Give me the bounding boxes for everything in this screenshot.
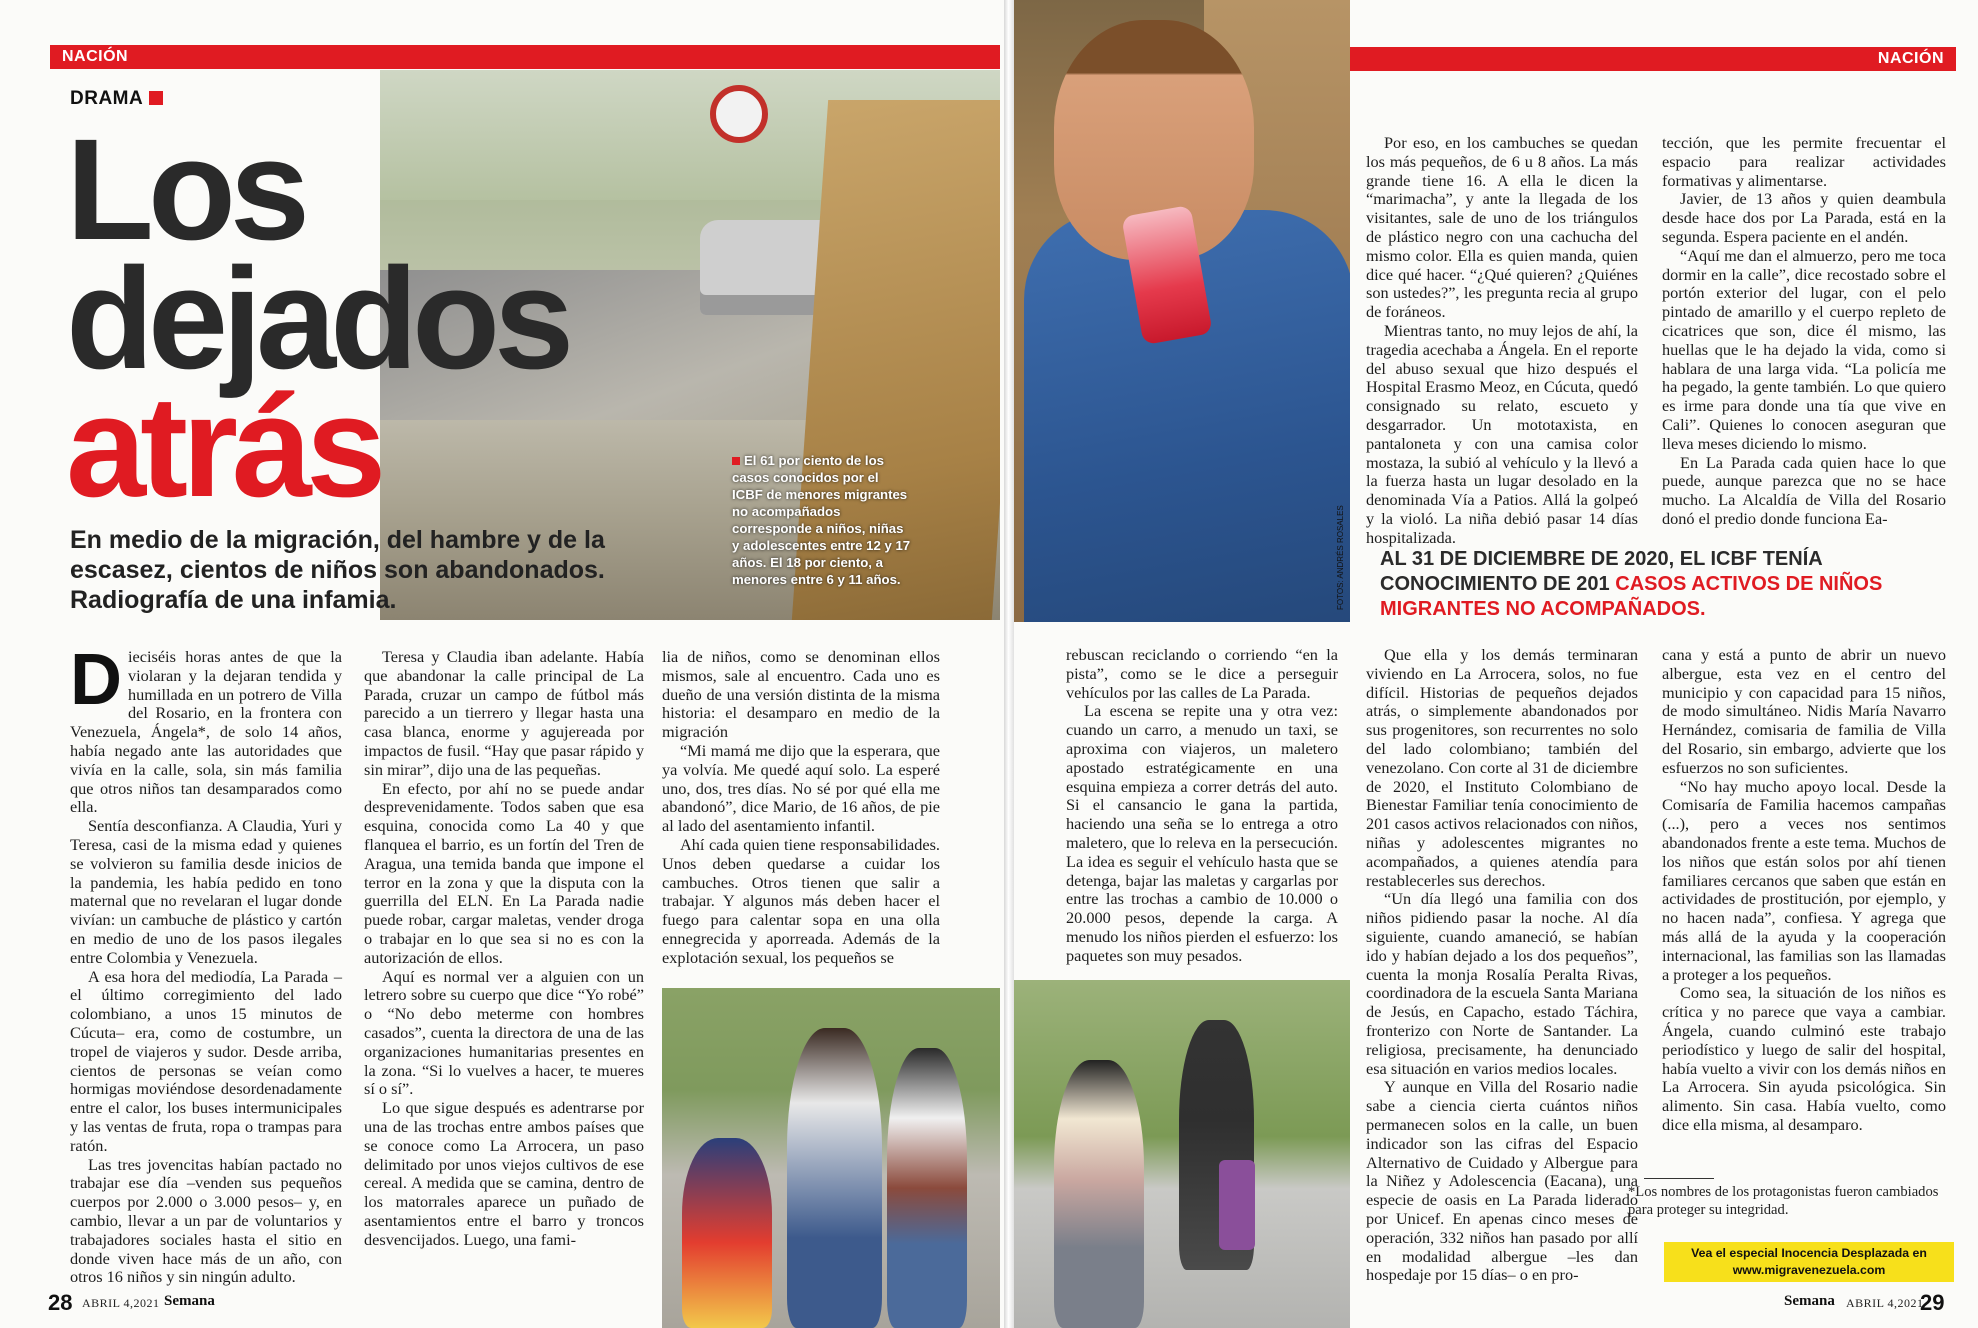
promo-box[interactable]	[1664, 1242, 1954, 1282]
photo-credit: FOTOS: ANDRÉS ROSALES	[1336, 505, 1345, 610]
issue-date: ABRIL 4,2021	[1846, 1296, 1924, 1310]
paragraph	[70, 640, 342, 817]
paragraph: Mientras tanto, no muy lejos de ahí, la tragedia acechaba a Ángela. En el reporte del abuso sexual que hizo después el Hospital Erasmo Meoz, en Cúcuta, quedó consignado su relato, escueto y desgarrador. Un mototaxista, en pantaloneta y con una camisa color mostaza, la subió al vehículo y la llevó a la fuerza hasta un lugar desolado en la denominada Vía a Patios. Allá la golpeó y la violó. La niña debió pasar 14 días hospitalizada.	[1366, 320, 1638, 547]
paragraph-text: ieciséis horas antes de que la violaran y la dejaran tendida y humillada en un potrero de Villa del Rosario, en la frontera con Venezuela, Ángela*, de solo 14 años, había negado ante las autoridades que vivía en la calle, sola, sin más familia que otros niños tan desamparados como ella.	[70, 647, 342, 817]
promo-text: Vea el especial Inocencia Desplazada en	[1691, 1246, 1927, 1260]
footnote-rule	[1644, 1178, 1714, 1179]
paragraph: Las tres jovencitas habían pactado no trabajar ese día –venden sus pequeños cuerpos por 2.000 o 3.000 pesos– y, en cambio, llevar a un par de voluntarios y trabajadores sociales hasta el sitio en donde viven hace más de un año, con otros 16 niños y sin ningún adulto.	[70, 1154, 342, 1287]
issue-date: ABRIL 4,2021	[82, 1296, 160, 1310]
dropcap: D	[70, 640, 122, 720]
magazine-name: Semana	[1784, 1293, 1835, 1309]
article-column-8	[1662, 646, 1946, 1135]
paragraph: Por eso, en los cambuches se quedan los más pequeños, de 6 u 8 años. La más grande tiene 16. A ella le dicen la “marimacha”, y ante la llegada de los visitantes, sale de uno de los triángulos de plástico negro con una cachucha del mismo color. Ella es quien manda, quien dice qué hacer. “¿Qué quieren? ¿Quiénes son ustedes?”, les pregunta recia al grupo de foráneos.	[1366, 133, 1638, 322]
headline-line-2: dejados	[66, 238, 569, 399]
paragraph: La escena se repite una y otra vez: cuando un carro, a menudo un taxi, se aproxima con viajeros, un maletero apostado estratégicamente en una esquina empieza a correr detrás del auto. Si el cansancio le gana la partida, haciendo una seña se lo entrega a otro maletero, que lo releva en la persecución. La idea es seguir el vehículo hasta que se detenga, bajar las maletas y cargarlas por entre las trochas a cambio de 10.000 o 20.000 pesos, depende la carga. A menudo los niños pierden el esfuerzo: los paquetes son muy pesados.	[1066, 701, 1338, 965]
kicker-square-icon	[149, 91, 163, 105]
headline-line-1: Los	[66, 109, 305, 270]
paragraph: Sentía desconfianza. A Claudia, Yuri y Teresa, casi de la misma edad y quienes se volvieron su familia desde inicios de la pandemia, les había pedido en tono maternal que no revelaran el lugar donde vivían: un cambuche de plástico y cartón en medio de uno de los pasos ilegales entre Colombia y Venezuela.	[70, 816, 342, 967]
photo-suitcase	[1219, 1160, 1255, 1250]
article-column-7	[1366, 646, 1638, 1285]
paragraph: rebuscan reciclando o corriendo “en la pista”, como se le dice a perseguir vehículos por las calles de La Parada.	[1066, 645, 1338, 702]
section-label: NACIÓN	[50, 45, 1000, 69]
road-sign	[710, 85, 768, 143]
paragraph: Teresa y Claudia iban adelante. Había que abandonar la calle principal de La Parada, cruzar un campo de fútbol más parecido a un tierrero y llegar hasta una casa blanca, enorme y agujereada por impactos de fusil. “Hay que pasar rápido y sin mirar”, dijo una de las pequeñas.	[364, 647, 644, 779]
article-column-2	[364, 648, 644, 1250]
caption-square-icon	[732, 457, 740, 465]
photo-traveler	[1054, 1060, 1144, 1328]
photo-girl	[887, 1048, 967, 1328]
spine-gutter	[1004, 0, 1014, 1328]
pull-quote-text: AL 31 DE DICIEMBRE DE 2020, EL ICBF TENÍA CONOCIMIENTO DE 201	[1380, 548, 1822, 595]
article-column-5	[1662, 134, 1946, 529]
paragraph: En efecto, por ahí no se puede andar desprevenidamente. Todos saben que esa esquina, conocida como La 40 y que flanquea el barrio, es un fortín del Tren de Aragua, una temida banda que impone el terror en la zona y que la disputa con la guerrilla del ELN. En La Parada nadie puede robar, cargar maletas, vender droga o trabajar en lo que sea si no es con la autorización de ellos.	[364, 778, 644, 967]
deck: En medio de la migración, del hambre y de la escasez, cientos de niños son abandonados. Radiografía de una infamia.	[70, 526, 605, 614]
paragraph: Ahí cada quien tiene responsabilidades. Unos deben quedarse a cuidar los cambuches. Otros tienen que salir a trabajar. Y algunos más deben hacer el fuego para calentar sopa en una olla ennegrecida y aporreada. Además de la explotación sexual, los pequeños se	[662, 834, 940, 967]
paragraph: Como sea, la situación de los niños es crítica y no parece que vaya a cambiar. Ángela, cuando culminó este trabajo periodístico y luego de salir del hospital, había vuelto a vivir con los demás niños en La Arrocera. Sin ayuda psicológica. Sin alimento. Sin casa. Había vuelto, como dice ella misma, al desamparo.	[1662, 983, 1946, 1134]
paragraph: “Un día llegó una familia con dos niños pidiendo pasar la noche. Al día siguiente, cuando amaneció, se habían ido y habían dejado a los dos pequeños”, cuenta la monja Rosalía Peralta Rivas, coordinadora de la escuela Santa Mariana de Jesús, en Capacho, estado Táchira, fronterizo con Norte de Santander. La religiosa, precisamente, ha denunciado esa situación en varios medios locales.	[1366, 889, 1638, 1078]
section-label: NACIÓN	[1350, 47, 1956, 71]
caption-text: El 61 por ciento de los casos conocidos por el ICBF de menores migrantes no acompañados corresponde a niños, niñas y adolescentes entre 12 y 17 años. El 18 por ciento, a menores entre 6 y 11 años.	[732, 453, 911, 587]
article-column-3	[662, 648, 940, 968]
paragraph: En La Parada cada quien hace lo que puede, aunque parezca que no se hace mucho. La Alcaldía de Villa del Rosario donó el predio donde funciona Ea-	[1662, 452, 1946, 528]
paragraph: Lo que sigue después es adentrarse por una de las trochas entre ambos países que se conoce como La Arrocera, un paso delimitado por unos viejos cultivos de ese cereal. A medida que se camina, dentro de los matorrales aparece un puñado de asentamientos entre el barro y troncos desvencijados. Luego, una fami-	[364, 1098, 644, 1249]
kicker	[70, 88, 163, 110]
children-walking-photo	[662, 988, 1000, 1328]
article-column-6	[1066, 646, 1338, 966]
paragraph: Javier, de 13 años y quien deambula desde hace dos por La Parada, está en la segunda. Espera paciente en el andén.	[1662, 189, 1946, 246]
paragraph: “Aquí me dan el almuerzo, pero me toca dormir en la calle”, dice recostado sobre el portón exterior del lugar, con el pelo pintado de amarillo y el cuerpo repleto de cicatrices que son, dice él mismo, las huellas que le ha dejado la vida, como si hablara de una larga vida. “La policía me ha pegado, la gente también. Lo que quiero es irme para donde una tía que vive en Cali”. Quienes lo conocen aseguran que lleva meses diciendo lo mismo.	[1662, 245, 1946, 453]
paragraph: Aquí es normal ver a alguien con un letrero sobre su cuerpo que dice “Yo robé” o “No debo meterme con hombres casados”, cuenta la directora de una de las organizaciones humanitarias presentes en la zona. “Si lo vuelves a hacer, te mueres sí o sí”.	[364, 966, 644, 1099]
headline-line-3: atrás	[66, 366, 381, 527]
article-column-1	[70, 640, 342, 1287]
paragraph: “Mi mamá me dijo que la esperara, que ya volvía. Me quedé aquí solo. La esperé uno, dos, tres días. No sé por qué ella me abandonó”, dice Mario, de 16 años, de pie al lado del asentamiento infantil.	[662, 740, 940, 836]
photo-caption	[732, 452, 912, 588]
paragraph: Y aunque en Villa del Rosario nadie sabe a ciencia cierta cuántos niños permanecen solos en la calle, un buen indicador son las cifras del Espacio Alternativo de Cuidado y Albergue para la Niñez y Adolescencia (Eacana), una especie de oasis en La Parada liderado por Unicef. En apenas cinco meses de operación, 332 niños han pasado por allí en modalidad albergue –les dan hospedaje por 15 días– o en pro-	[1366, 1077, 1638, 1285]
article-column-4	[1366, 134, 1638, 548]
road-travelers-photo	[1014, 980, 1350, 1328]
page-number: 28	[48, 1290, 73, 1315]
photo-child	[682, 1138, 772, 1328]
photo-girl	[787, 1028, 882, 1328]
promo-link[interactable]: www.migravenezuela.com	[1732, 1263, 1886, 1277]
kicker-text: DRAMA	[70, 88, 144, 109]
paragraph: tección, que les permite frecuentar el espacio para realizar actividades formativas y alimentarse.	[1662, 133, 1946, 190]
boy-drinking-photo	[1014, 0, 1350, 622]
paragraph: lia de niños, como se denominan ellos mismos, sale al encuentro. Cada uno es dueño de una versión distinta de la misma historia: el desamparo en medio de la migración	[662, 647, 940, 742]
paragraph: Que ella y los demás terminaran viviendo en La Arrocera, solos, no fue difícil. Historias de pequeños dejados atrás, o simplemente abandonados por sus progenitores, son recurrentes no solo del lado colombiano; también del venezolano. Con corte al 31 de diciembre de 2020, el Instituto Colombiano de Bienestar Familiar tenía conocimiento de 201 casos activos relacionados con niños, niñas y adolescentes migrantes no acompañados, a quienes atendía para restablecerles sus derechos.	[1366, 645, 1638, 890]
paragraph: cana y está a punto de abrir un nuevo albergue, esta vez en el centro del municipio y con capacidad para 15 niños, de modo simultáneo. Nidis María Navarro Hernández, comisaria de familia de Villa del Rosario, sin embargo, advierte que los esfuerzos no son suficientes.	[1662, 645, 1946, 777]
footnote: *Los nombres de los protagonistas fueron cambiados para proteger su integridad.	[1628, 1184, 1939, 1218]
right-page	[1014, 0, 1978, 1328]
pull-quote	[1380, 547, 1940, 622]
magazine-name: Semana	[164, 1293, 215, 1309]
pull-quote-highlight: CASOS ACTIVOS DE NIÑOS MIGRANTES NO ACOMPAÑADOS.	[1380, 573, 1883, 620]
page-number: 29	[1920, 1290, 1945, 1315]
paragraph: A esa hora del mediodía, La Parada –el último corregimiento del lado colombiano, a unos 15 minutos de Cúcuta– era, como de costumbre, un tropel de viajeros y sudor. Desde arriba, cientos de personas se veían como hormigas moviéndose desordenadamente entre el calor, los buses intermunicipales y las ventas de fruta, ropa o trampas para ratón.	[70, 966, 342, 1155]
paragraph: “No hay mucho apoyo local. Desde la Comisaría de Familia hacemos campañas (...), pero a veces nos sentimos abandonados frente a este tema. Muchos de los niños que están solos por ahí tienen familiares cercanos que saben que están en actividades de prostitución, por ejemplo, y no hacen nada”, confiesa. Y agrega que más allá de la ayuda y la cooperación internacional, las familias son las llamadas a proteger a los pequeños.	[1662, 776, 1946, 984]
